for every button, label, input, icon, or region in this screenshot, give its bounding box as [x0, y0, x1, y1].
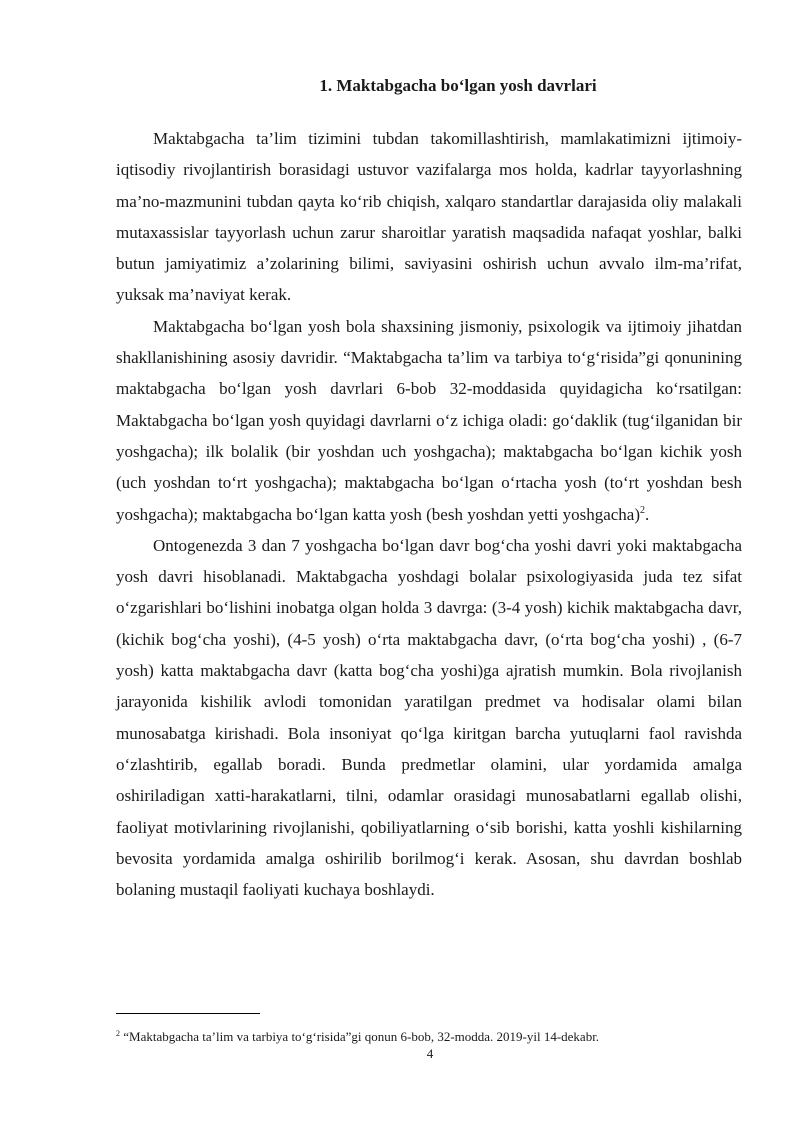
page-number: 4: [426, 1046, 434, 1061]
body-text: [116, 123, 742, 905]
footnote: [116, 1028, 756, 1045]
footnote-text: “Maktabgacha ta’lim va tarbiya to‘g‘risida”gi qonun 6-bob, 32-modda. 2019-yil 14-dekabr.: [120, 1029, 600, 1044]
paragraph-2: [116, 311, 742, 530]
footnote-reference[interactable]: 2: [640, 504, 646, 516]
paragraph-2-end: .: [645, 504, 650, 524]
paragraph-3: Ontogenezda 3 dan 7 yoshgacha bo‘lgan davr bog‘cha yoshi davri yoki maktabgacha yosh davri hisoblanadi. Maktabgacha yoshdagi bolalar psixologiyasida juda tez sifat o‘zgarishlari bo‘lishini inobatga olgan holda 3 davrga: (3-4 yosh) kichik maktabgacha davr, (kichik bog‘cha yoshi), (4-5 yosh) o‘rta maktabgacha davr, (o‘rta bog‘cha yoshi) , (6-7 yosh) katta maktabgacha davr (katta bog‘cha yoshi)ga ajratish mumkin. Bola rivojlanish jarayonida kishilik avlodi tomonidan yaratilgan predmet va hodisalar olami bilan munosabatga kirishadi. Bola insoniyat qo‘lga kiritgan barcha yutuqlarni faol ravishda o‘zlashtirib, egallab boradi. Bunda predmetlar olamini, ular yordamida amalga oshiriladigan xatti-harakatlarni, tilni, odamlar orasidagi munosabatlarni egallab olishi, faoliyat motivlarining rivojlanishi, qobiliyatlarning o‘sib borishi, katta yoshli kishilarning bevosita yordamida amalga oshirilib borilmog‘i kerak. Asosan, shu davrdan boshlab bolaning mustaqil faoliyati kuchaya boshlaydi.: [116, 535, 742, 900]
paragraph-1: Maktabgacha ta’lim tizimini tubdan takomillashtirish, mamlakatimizni ijtimoiy-iqtisodiy rivojlantirish borasidagi ustuvor vazifalarga mos holda, kadrlar tayyorlashning ma’no-mazmunini tubdan qayta ko‘rib chiqish, xalqaro standartlar darajasida oliy malakali mutaxassislar tayyorlash uchun zarur sharoitlar yaratish maqsadida nafaqat yoshlar, balki butun jamiyatimiz a’zolarining bilimi, saviyasini oshirish uchun avvalo ilm-ma’rifat, yuksak ma’naviyat kerak.: [116, 129, 742, 305]
paragraph-2-text: Maktabgacha bo‘lgan yosh bola shaxsining jismoniy, psixologik va ijtimoiy jihatdan shakllanishining asosiy davridir. “Maktabgacha ta’lim va tarbiya to‘g‘risida”gi qonunining maktabgacha bo‘lgan yosh davrlari 6-bob 32-moddasida quyidagicha ko‘rsatilgan: Maktabgacha bo‘lgan yosh quyidagi davrlarni o‘z ichiga oladi: go‘daklik (tug‘ilganidan bir yoshgacha); ilk bolalik (bir yoshdan uch yoshgacha); maktabgacha bo‘lgan kichik yosh (uch yoshdan to‘rt yoshgacha); maktabgacha bo‘lgan o‘rtacha yosh (to‘rt yoshdan besh yoshgacha); maktabgacha bo‘lgan katta yosh (besh yoshdan yetti yoshgacha): [116, 316, 742, 524]
footnote-separator: [116, 1013, 260, 1014]
footnote-number: 2: [116, 1029, 120, 1038]
section-heading: 1. Maktabgacha bo‘lgan yosh davrlari: [319, 76, 597, 95]
